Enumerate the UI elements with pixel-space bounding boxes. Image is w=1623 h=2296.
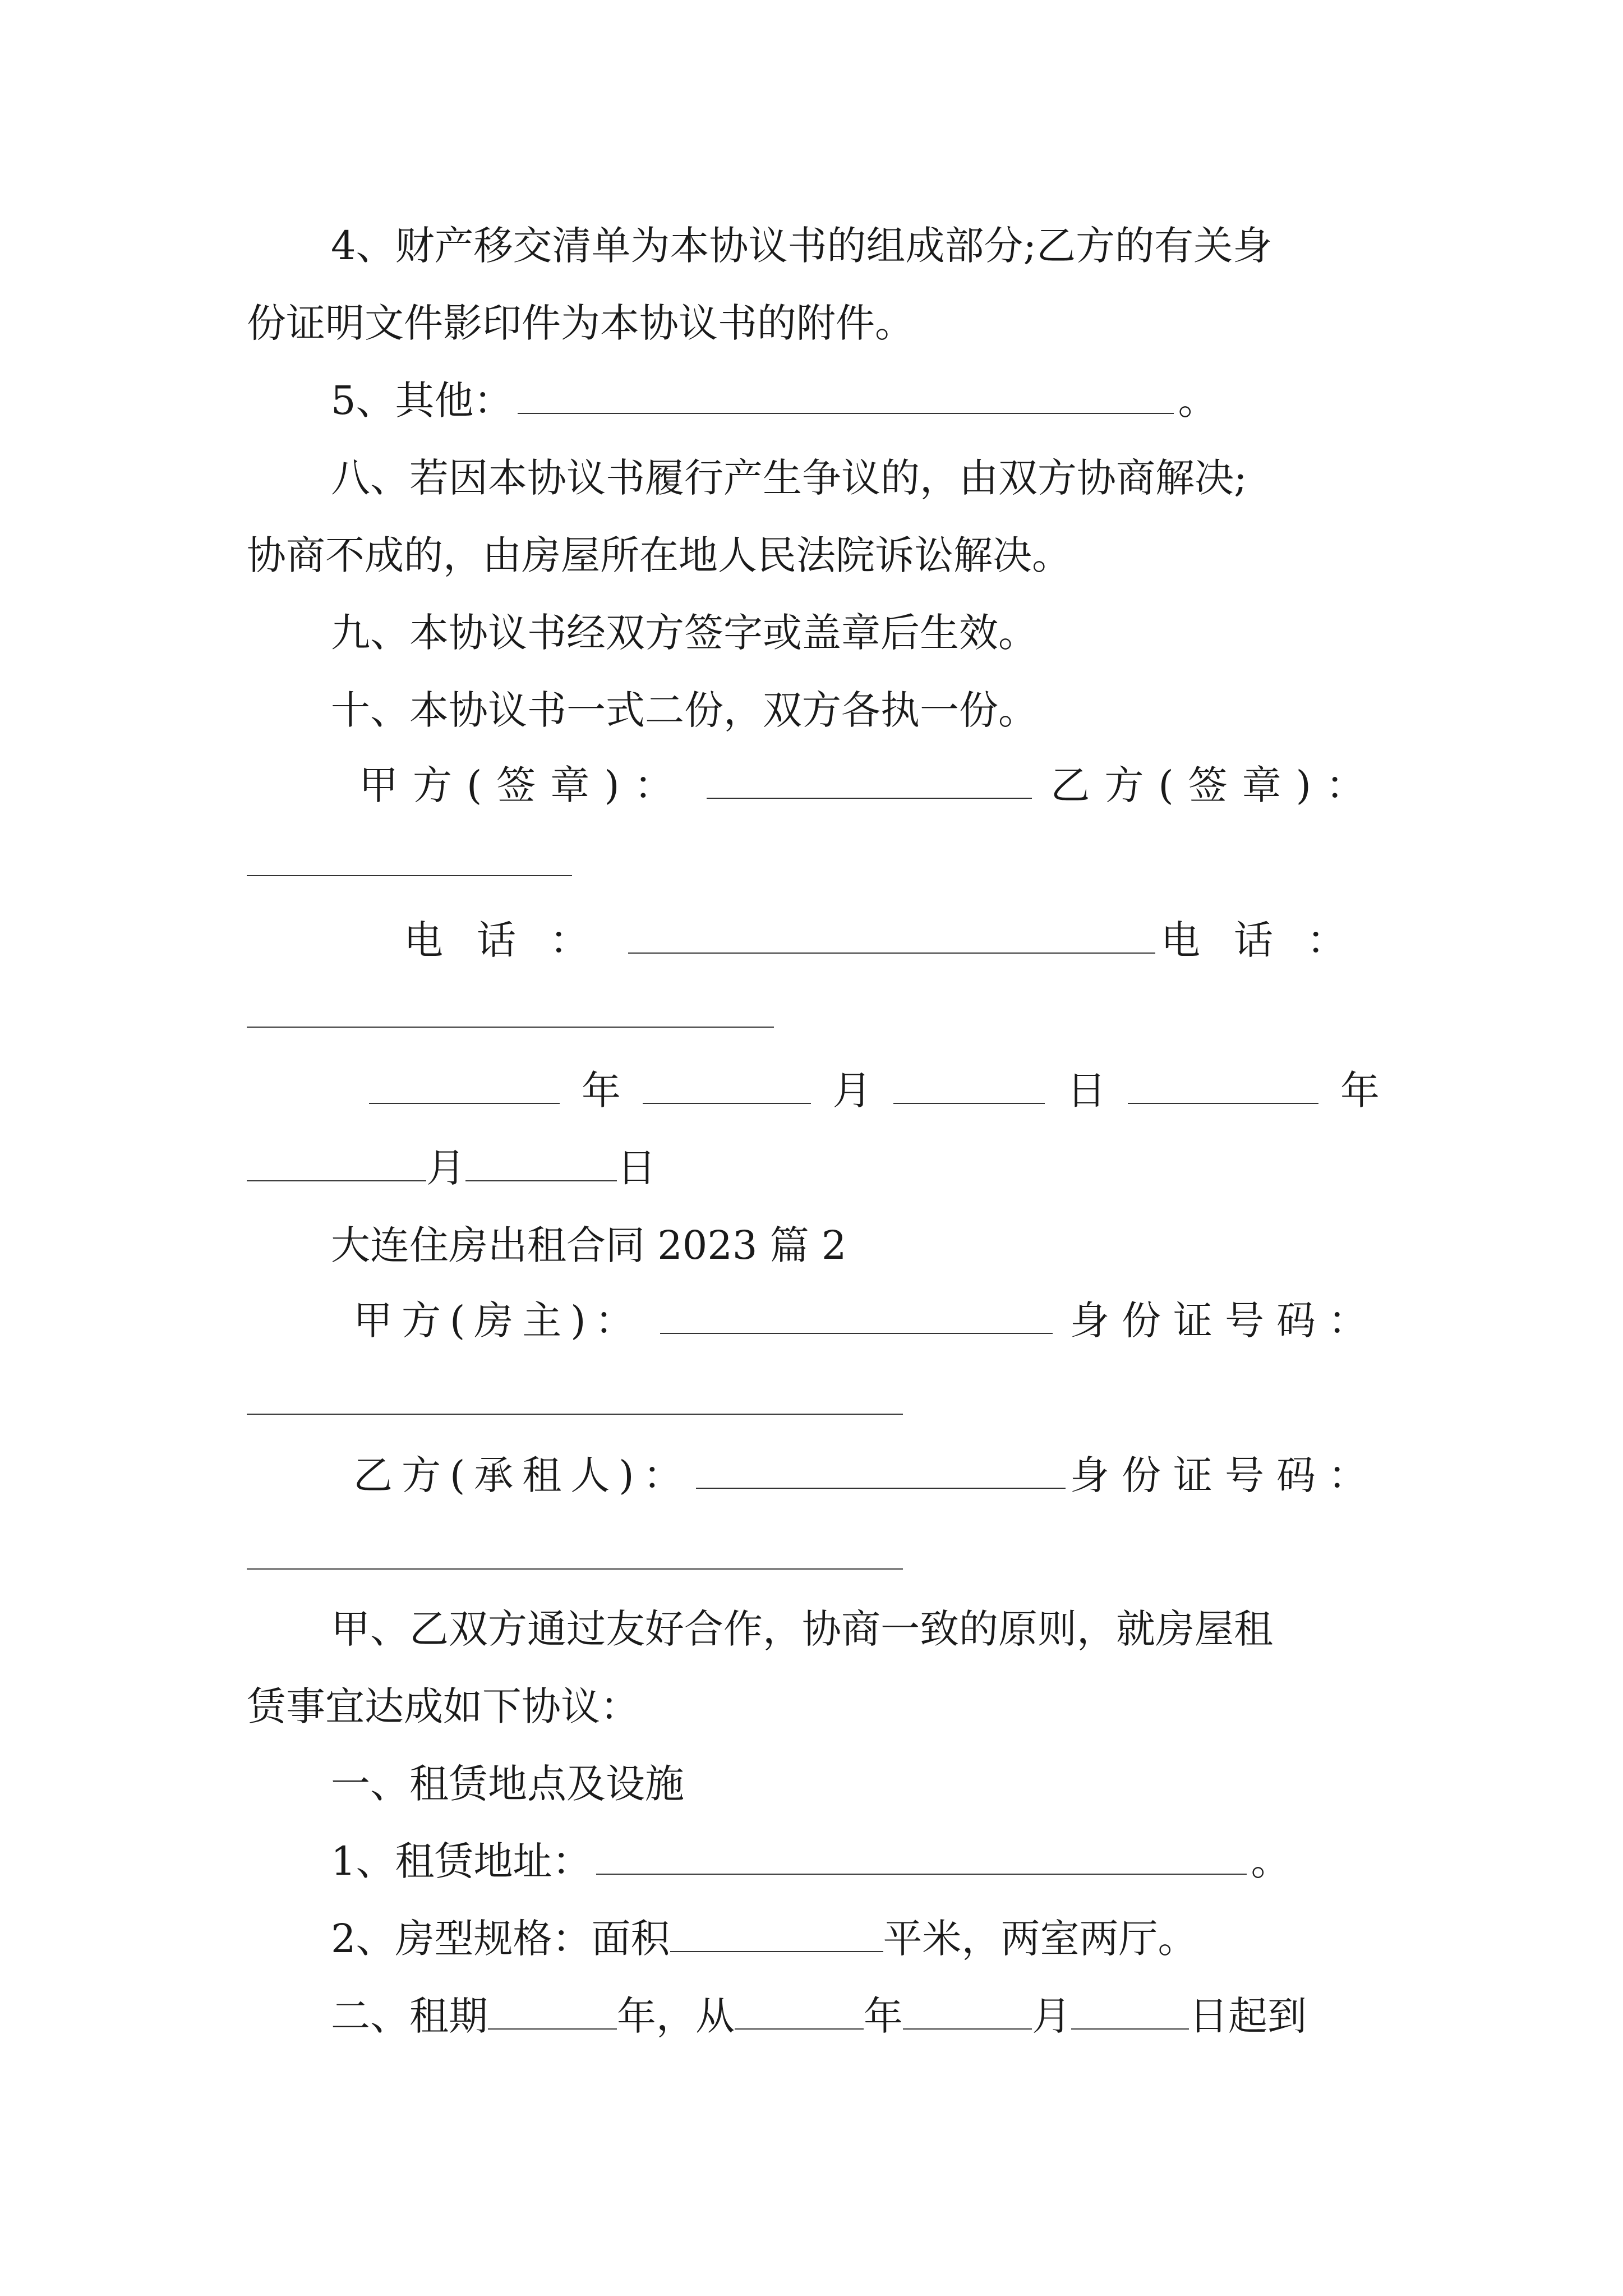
term-label: 二、租期	[331, 1993, 488, 2039]
date-line-cont	[247, 1141, 1380, 1195]
tenant-label: 乙方(承租人)：	[353, 1452, 691, 1498]
paragraph-text: 份证明文件影印件为本协议书的附件。	[247, 300, 914, 346]
address-blank[interactable]	[596, 1834, 1247, 1875]
paragraph-text: 协商不成的，由房屋所在地人民法院诉讼解决。	[247, 532, 1071, 578]
party-a-signature-blank[interactable]	[707, 758, 1032, 799]
paragraph-text: 4、财产移交清单为本协议书的组成部分;乙方的有关身	[331, 223, 1272, 269]
term-from-label: 年，从	[617, 1993, 735, 2039]
text-line	[247, 606, 1380, 660]
tenant-id-label: 身份证号码：	[1070, 1452, 1380, 1498]
start-day-label: 日起到	[1189, 1993, 1307, 2039]
start-day-blank[interactable]	[1071, 1989, 1189, 2030]
start-year-blank[interactable]	[735, 1989, 864, 2030]
text-line	[247, 683, 1380, 737]
paragraph-text: 八、若因本协议书履行产生争议的，由双方协商解决;	[331, 455, 1247, 501]
phone-line	[247, 913, 1380, 967]
term-years-blank[interactable]	[488, 1989, 617, 2030]
year-blank-2[interactable]	[1128, 1064, 1318, 1104]
text-line	[247, 451, 1380, 505]
term-line	[247, 1989, 1380, 2043]
other-line	[247, 374, 1380, 427]
start-month-blank[interactable]	[903, 1989, 1032, 2030]
text-line	[247, 1680, 1380, 1733]
paragraph-text: 赁事宜达成如下协议：	[247, 1683, 639, 1729]
party-b-phone-blank[interactable]	[247, 1027, 774, 1028]
paragraph-text: 九、本协议书经双方签字或盖章后生效。	[331, 610, 1038, 656]
year-label: 年	[581, 1068, 621, 1114]
party-a-phone-blank[interactable]	[628, 913, 1155, 954]
other-label: 5、其他：	[331, 378, 513, 424]
month-label: 月	[832, 1068, 872, 1114]
address-label: 1、租赁地址：	[331, 1838, 592, 1884]
area-blank[interactable]	[670, 1912, 883, 1952]
date-line	[247, 1064, 1380, 1117]
text-line	[247, 1602, 1380, 1656]
start-month-label: 月	[1032, 1993, 1071, 2039]
signature-line	[247, 758, 1380, 812]
month-blank[interactable]	[643, 1064, 811, 1104]
text-line	[247, 528, 1380, 582]
party-a-line	[247, 1294, 1380, 1347]
landlord-id-blank[interactable]	[247, 1414, 903, 1415]
day-blank-2[interactable]	[465, 1141, 617, 1181]
month-label-2: 月	[426, 1145, 465, 1191]
punctuation: 。	[1178, 378, 1218, 424]
section-heading	[247, 1218, 1380, 1272]
month-blank-2[interactable]	[247, 1141, 426, 1181]
landlord-name-blank[interactable]	[660, 1294, 1053, 1334]
year-label-2: 年	[1340, 1068, 1380, 1114]
punctuation: 。	[1251, 1838, 1290, 1884]
landlord-label: 甲方(房主)：	[353, 1297, 643, 1343]
year-blank[interactable]	[369, 1064, 560, 1104]
text-line	[247, 219, 1380, 273]
address-line	[247, 1834, 1380, 1888]
text-line	[247, 1757, 1380, 1811]
day-blank[interactable]	[893, 1064, 1045, 1104]
contract-title: 大连住房出租合同 2023 篇 2	[331, 1222, 847, 1268]
area-label: 2、房型规格：面积	[331, 1916, 670, 1962]
other-blank[interactable]	[518, 374, 1174, 414]
day-label: 日	[1067, 1068, 1106, 1114]
party-a-signature-label: 甲方(签章)：	[359, 762, 688, 808]
party-b-signature-blank[interactable]	[247, 875, 572, 876]
paragraph-text: 十、本协议书一式二份，双方各执一份。	[331, 687, 1038, 733]
landlord-id-label: 身份证号码：	[1070, 1297, 1380, 1343]
party-b-phone-label: 电话：	[1161, 917, 1380, 963]
tenant-id-blank[interactable]	[247, 1568, 903, 1570]
area-line	[247, 1912, 1380, 1966]
party-b-line	[247, 1448, 1380, 1502]
paragraph-text: 甲、乙双方通过友好合作，协商一致的原则，就房屋租	[331, 1606, 1273, 1652]
tenant-name-blank[interactable]	[696, 1448, 1066, 1489]
party-b-signature-label: 乙方(签章)：	[1050, 762, 1380, 808]
section-title: 一、租赁地点及设施	[331, 1761, 684, 1807]
day-label-2: 日	[617, 1145, 656, 1191]
area-unit: 平米，两室两厅。	[883, 1916, 1197, 1962]
start-year-label: 年	[864, 1993, 903, 2039]
party-a-phone-label: 电话：	[404, 917, 623, 963]
text-line	[247, 296, 1380, 350]
